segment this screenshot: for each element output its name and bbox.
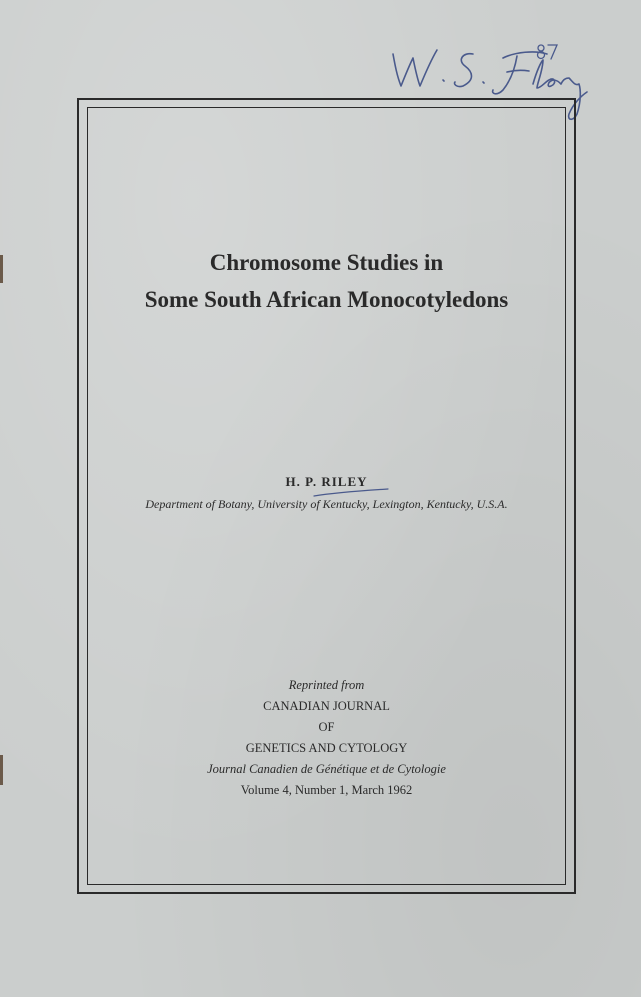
reprint-info [87, 675, 566, 801]
binding-edge-mark [0, 755, 3, 785]
author-name: H. P. RILEY [285, 474, 368, 489]
journal-volume: Volume 4, Number 1, March 1962 [240, 783, 413, 797]
document-title [87, 244, 566, 318]
journal-name-line-3: GENETICS AND CYTOLOGY [245, 741, 408, 755]
journal-name-line-2: OF [318, 720, 335, 734]
title-line-1: Chromosome Studies in [209, 250, 444, 275]
reprint-label: Reprinted from [288, 678, 365, 692]
title-line-2: Some South African Monocotyledons [144, 287, 509, 312]
journal-name-line-1: CANADIAN JOURNAL [263, 699, 390, 713]
journal-french-name: Journal Canadien de Génétique et de Cytologie [207, 762, 446, 776]
author-affiliation: Department of Botany, University of Kentucky, Lexington, Kentucky, U.S.A. [145, 497, 508, 511]
binding-edge-mark [0, 255, 3, 283]
